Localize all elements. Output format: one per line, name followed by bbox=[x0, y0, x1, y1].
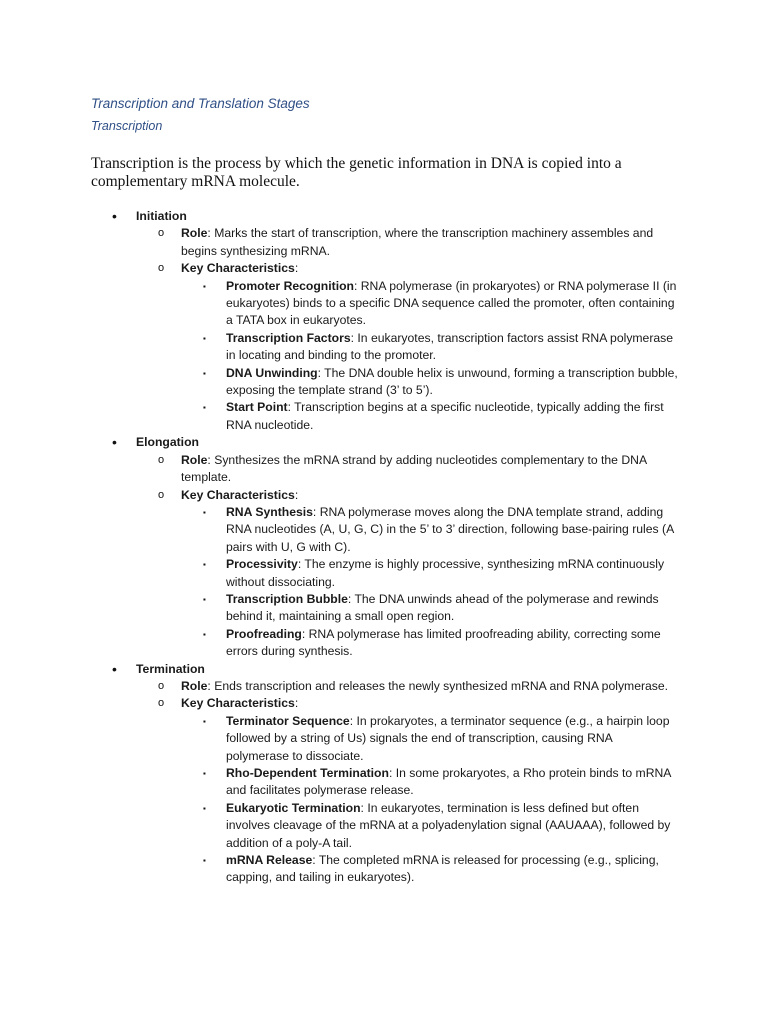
intro-paragraph: Transcription is the process by which the genetic information in DNA is copied into a complementary mRNA molecule. bbox=[91, 155, 622, 190]
item-text bbox=[226, 852, 678, 887]
outline-item-level-3 bbox=[0, 713, 768, 765]
outline-item-level-2 bbox=[0, 695, 768, 712]
item-description: : In prokaryotes, a terminator sequence (e.g., a hairpin loop followed by a string of Us) signals the end of transcription, causing RNA polymerase to dissociate. bbox=[226, 713, 670, 763]
outline-item-level-3 bbox=[0, 765, 768, 800]
sub-bullet-icon: o bbox=[158, 679, 165, 692]
item-description: : The enzyme is highly processive, synthesizing mRNA continuously without dissociating. bbox=[226, 557, 665, 589]
detail-bullet-icon: ▪ bbox=[203, 594, 206, 604]
item-text bbox=[181, 452, 681, 487]
item-description: : The DNA unwinds ahead of the polymerase and rewinds behind it, maintaining a small open region. bbox=[226, 591, 659, 624]
sub-bullet-icon: o bbox=[158, 453, 165, 466]
outline-item-level-3 bbox=[0, 504, 768, 556]
section-bullet-icon: • bbox=[112, 434, 117, 451]
sub-bullet-icon: o bbox=[158, 227, 165, 240]
item-text bbox=[226, 591, 678, 626]
section-heading: Transcription bbox=[91, 119, 163, 133]
item-term: Initiation bbox=[136, 209, 187, 223]
item-text bbox=[181, 678, 681, 695]
section-bullet-icon: • bbox=[112, 660, 117, 677]
item-term: Key Characteristics bbox=[181, 261, 295, 276]
item-term: DNA Unwinding bbox=[226, 365, 318, 380]
item-description: : bbox=[294, 696, 299, 711]
outline-item-level-2 bbox=[0, 452, 768, 487]
item-term: RNA Synthesis bbox=[226, 504, 313, 519]
item-description: : RNA polymerase (in prokaryotes) or RNA polymerase II (in eukaryotes) binds to a specific DNA sequence called the promoter, often containing a TATA box in eukaryotes. bbox=[226, 278, 677, 328]
item-text bbox=[226, 765, 678, 800]
item-description: : Synthesizes the mRNA strand by adding nucleotides complementary to the DNA template. bbox=[181, 452, 647, 485]
outline-item-level-2 bbox=[0, 225, 768, 260]
item-term: Rho-Dependent Termination bbox=[226, 766, 389, 780]
sub-bullet-icon: o bbox=[158, 697, 165, 710]
item-term: Transcription Factors bbox=[226, 330, 351, 345]
item-text bbox=[181, 695, 681, 712]
detail-bullet-icon: ▪ bbox=[203, 803, 206, 813]
detail-bullet-icon: ▪ bbox=[203, 333, 206, 343]
section-bullet-icon: • bbox=[112, 208, 117, 224]
item-term: Processivity bbox=[226, 557, 298, 572]
item-text bbox=[181, 260, 681, 277]
item-text bbox=[226, 800, 678, 852]
item-term: Role bbox=[181, 678, 208, 693]
item-term: Role bbox=[181, 226, 208, 241]
item-description: : Ends transcription and releases the newly synthesized mRNA and RNA polymerase. bbox=[207, 678, 669, 693]
item-term: Role bbox=[181, 452, 208, 467]
detail-bullet-icon: ▪ bbox=[203, 716, 206, 726]
item-text bbox=[181, 487, 681, 504]
item-description: : bbox=[294, 487, 299, 502]
detail-bullet-icon: ▪ bbox=[203, 507, 206, 517]
item-description: : bbox=[294, 261, 299, 276]
item-description: : In eukaryotes, termination is less defined but often involves cleavage of the mRNA at a polyadenylation signal (AAUAAA), followed by addition of a poly-A tail. bbox=[226, 800, 671, 850]
item-term: Proofreading bbox=[226, 626, 302, 641]
sub-bullet-icon: o bbox=[158, 488, 165, 501]
item-description: : The completed mRNA is released for processing (e.g., splicing, capping, and tailing in eukaryotes). bbox=[226, 853, 659, 885]
item-description: : Transcription begins at a specific nucleotide, typically adding the first RNA nucleotide. bbox=[226, 400, 664, 432]
outline-item-level-2 bbox=[0, 260, 768, 277]
outline-item-level-3 bbox=[0, 330, 768, 365]
item-text bbox=[226, 504, 678, 556]
outline-item-level-2 bbox=[0, 487, 768, 504]
outline-item-level-1 bbox=[0, 661, 768, 678]
outline-item-level-3 bbox=[0, 399, 768, 434]
outline-item-level-3 bbox=[0, 556, 768, 591]
item-description: : In some prokaryotes, a Rho protein binds to mRNA and facilitates polymerase release. bbox=[226, 766, 671, 798]
item-term: Eukaryotic Termination bbox=[226, 800, 361, 815]
detail-bullet-icon: ▪ bbox=[203, 629, 206, 639]
item-description: : Marks the start of transcription, where the transcription machinery assembles and begins synthesizing mRNA. bbox=[181, 226, 654, 258]
outline-item-level-3 bbox=[0, 800, 768, 852]
item-term: mRNA Release bbox=[226, 853, 313, 868]
item-text bbox=[226, 713, 678, 765]
item-text bbox=[136, 434, 696, 451]
item-text bbox=[226, 365, 678, 400]
item-description: : The DNA double helix is unwound, forming a transcription bubble, exposing the template strand (3’ to 5’). bbox=[226, 365, 678, 398]
outline-item-level-1 bbox=[0, 208, 768, 225]
item-term: Key Characteristics bbox=[181, 696, 295, 711]
outline-item-level-3 bbox=[0, 852, 768, 887]
outline-item-level-1 bbox=[0, 434, 768, 451]
item-description: : In eukaryotes, transcription factors assist RNA polymerase in locating and binding to the promoter. bbox=[226, 330, 674, 363]
item-term: Promoter Recognition bbox=[226, 278, 354, 293]
sub-bullet-icon: o bbox=[158, 262, 165, 275]
detail-bullet-icon: ▪ bbox=[203, 368, 206, 378]
item-term: Terminator Sequence bbox=[226, 713, 350, 728]
detail-bullet-icon: ▪ bbox=[203, 560, 206, 570]
detail-bullet-icon: ▪ bbox=[203, 769, 206, 778]
item-text bbox=[226, 556, 678, 591]
item-description: : RNA polymerase has limited proofreading ability, correcting some errors during synthesis. bbox=[226, 626, 661, 659]
item-text bbox=[226, 330, 678, 365]
item-term: Key Characteristics bbox=[181, 487, 295, 502]
outline-item-level-3 bbox=[0, 365, 768, 400]
outline-item-level-3 bbox=[0, 591, 768, 626]
item-text bbox=[226, 278, 678, 330]
item-text bbox=[226, 399, 678, 434]
detail-bullet-icon: ▪ bbox=[203, 856, 206, 866]
outline-item-level-3 bbox=[0, 626, 768, 661]
item-text bbox=[136, 661, 696, 678]
item-text bbox=[136, 208, 696, 225]
item-term: Transcription Bubble bbox=[226, 591, 348, 606]
item-term: Elongation bbox=[136, 435, 199, 450]
outline-item-level-2 bbox=[0, 678, 768, 695]
outline-list bbox=[0, 208, 768, 887]
item-term: Termination bbox=[136, 661, 205, 676]
item-text bbox=[226, 626, 678, 661]
detail-bullet-icon: ▪ bbox=[203, 281, 206, 291]
outline-item-level-3 bbox=[0, 278, 768, 330]
document-title: Transcription and Translation Stages bbox=[91, 96, 310, 111]
item-description: : RNA polymerase moves along the DNA template strand, adding RNA nucleotides (A, U, G, C) in the 5’ to 3’ direction, following base-pairing rules (A pairs with U, G with C). bbox=[226, 504, 674, 554]
item-term: Start Point bbox=[226, 400, 288, 415]
detail-bullet-icon: ▪ bbox=[203, 403, 206, 413]
item-text bbox=[181, 225, 681, 260]
